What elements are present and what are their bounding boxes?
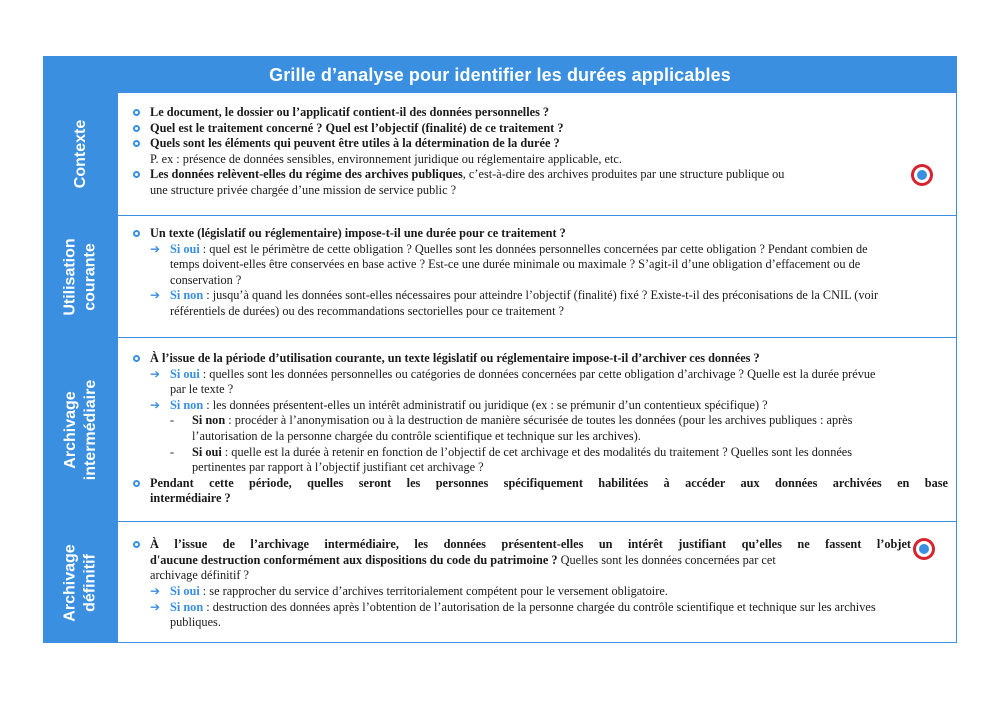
circle-bullet-icon — [130, 537, 150, 553]
question: Pendant cette période, quelles seront les personnes spécifiquement habilitées à accéder aux données archivées en base — [150, 475, 948, 490]
answer-text: : jusqu’à quand les données sont-elles nécessaires pour atteindre l’objectif (finalité) fixé ? Existe-t-il des préconisations de la CNIL (voir — [203, 288, 879, 303]
answer-text: : destruction des données après l’obtention de l’autorisation de la personne chargée du contrôle scientifique et technique sur les archives — [203, 599, 876, 614]
question-continuation: archivage définitif ? — [150, 568, 250, 583]
content-intermediaire — [150, 351, 948, 507]
answer-text: par le texte ? — [170, 382, 234, 397]
circle-bullet-icon — [130, 226, 150, 242]
page-title: Grille d’analyse pour identifier les durées applicables — [269, 64, 731, 85]
answer-text: : se rapprocher du service d’archives territorialement compétent pour le versement obligatoire. — [199, 584, 668, 598]
si-oui-label: Si oui — [170, 366, 200, 381]
side-label-intermediaire — [44, 338, 118, 521]
answer-text: publiques. — [170, 615, 221, 630]
side-label-line: Utilisation — [62, 237, 79, 316]
question: À l’issue de l’archivage intermédiaire, les données présentent-elles un intérêt justifiant qu’elles ne fassent l’objet — [150, 537, 911, 551]
question: d'aucune destruction conformément aux dispositions du code du patrimoine ? — [150, 552, 558, 567]
side-label-line: Archivage — [62, 390, 80, 469]
question-continuation: une structure privée chargée d’une mission de service public ? — [150, 182, 457, 197]
side-label-definitif — [44, 522, 118, 643]
row-contexte — [44, 92, 956, 215]
question-continuation: intermédiaire ? — [150, 491, 231, 506]
arrow-right-icon: ➔ — [150, 366, 161, 381]
content-contexte — [150, 105, 948, 199]
dash-marker: - — [170, 413, 175, 428]
row-utilisation — [44, 215, 956, 337]
note: P. ex : présence de données sensibles, environnement juridique ou réglementaire applicable, etc. — [150, 151, 622, 166]
side-label-line: intermédiaire — [82, 379, 100, 480]
target-marker-icon — [913, 538, 935, 560]
side-label-line: courante — [82, 242, 99, 311]
arrow-right-icon: ➔ — [150, 288, 161, 303]
answer-text: : quelle est la durée à retenir en fonction de l’objectif de cet archivage et des modalités du traitement ? Quelles sont les données — [221, 444, 853, 459]
arrow-right-icon: ➔ — [150, 397, 161, 412]
row-definitif — [44, 521, 956, 643]
question: À l’issue de la période d’utilisation courante, un texte législatif ou réglementaire impose-t-il d’archiver ces données ? — [150, 351, 760, 365]
arrow-right-icon: ➔ — [150, 599, 161, 614]
arrow-right-icon: ➔ — [150, 241, 161, 256]
answer-text: conservation ? — [170, 272, 242, 287]
circle-bullet-icon — [130, 136, 150, 152]
answer-text: : procéder à l’anonymisation ou à la destruction de manière sécurisée de toutes les données (pour les archives publiques : après — [225, 413, 853, 428]
answer-text: : quel est le périmètre de cette obligation ? Quelles sont les données personnelles concernées par cette obligation ? Pendant combien de — [199, 241, 868, 256]
si-oui-label: Si oui — [170, 241, 200, 256]
question: Un texte (législatif ou réglementaire) impose-t-il une durée pour ce traitement ? — [150, 226, 566, 240]
question: Les données relèvent-elles du régime des archives publiques — [150, 167, 463, 182]
si-non-label: Si non — [170, 288, 204, 303]
arrow-right-icon: ➔ — [150, 584, 161, 598]
answer-text: pertinentes par rapport à l’objectif justifiant cet archivage ? — [192, 460, 484, 475]
question: Quels sont les éléments qui peuvent être utiles à la détermination de la durée ? — [150, 136, 560, 151]
side-label-line: Archivage — [62, 543, 79, 622]
question-rest: Quelles sont les données concernées par cet — [557, 552, 776, 567]
si-non-label: Si non — [170, 599, 204, 614]
row-intermediaire — [44, 337, 956, 521]
content-definitif — [150, 537, 911, 584]
side-label-utilisation — [44, 216, 118, 337]
circle-bullet-icon — [130, 476, 150, 492]
circle-bullet-icon — [130, 121, 150, 137]
answer-text: temps doivent-elles être conservées en base active ? Est-ce une durée minimale ou maximale ? S’agit-il d’une obligation d’effacement ou de — [170, 257, 861, 272]
content-utilisation — [150, 226, 948, 320]
dash-marker: - — [170, 444, 175, 459]
circle-bullet-icon — [130, 167, 150, 183]
title-bar — [44, 57, 956, 93]
content-definitif-answers — [150, 584, 948, 631]
question: Le document, le dossier ou l’applicatif contient-il des données personnelles ? — [150, 105, 550, 119]
question-rest: , c’est-à-dire des archives produites par une structure publique ou — [462, 167, 785, 182]
analysis-grid — [43, 56, 957, 643]
side-label-contexte — [44, 93, 118, 215]
answer-text: : quelles sont les données personnelles ou catégories de données concernées par cette obligation d’archivage ? Quelle est la durée prévue — [199, 366, 876, 381]
side-label-line: définitif — [82, 553, 99, 612]
question: Quel est le traitement concerné ? Quel est l’objectif (finalité) de ce traitement ? — [150, 120, 564, 135]
circle-bullet-icon — [130, 351, 150, 367]
sub-si-non-label: Si non — [192, 413, 226, 428]
si-oui-label: Si oui — [170, 584, 200, 598]
target-marker-icon — [911, 164, 933, 186]
side-label-line: Contexte — [71, 119, 89, 189]
circle-bullet-icon — [130, 105, 150, 121]
si-non-label: Si non — [170, 397, 204, 412]
answer-text: référentiels de durées) ou des recommandations sectorielles pour ce traitement ? — [170, 303, 565, 318]
sub-si-oui-label: Si oui — [192, 444, 222, 459]
answer-text: l’autorisation de la personne chargée du contrôle scientifique et technique sur les archives). — [192, 428, 641, 443]
answer-text: : les données présentent-elles un intérêt administratif ou juridique (ex : se prémunir d’un contentieux spécifique) ? — [203, 397, 768, 412]
